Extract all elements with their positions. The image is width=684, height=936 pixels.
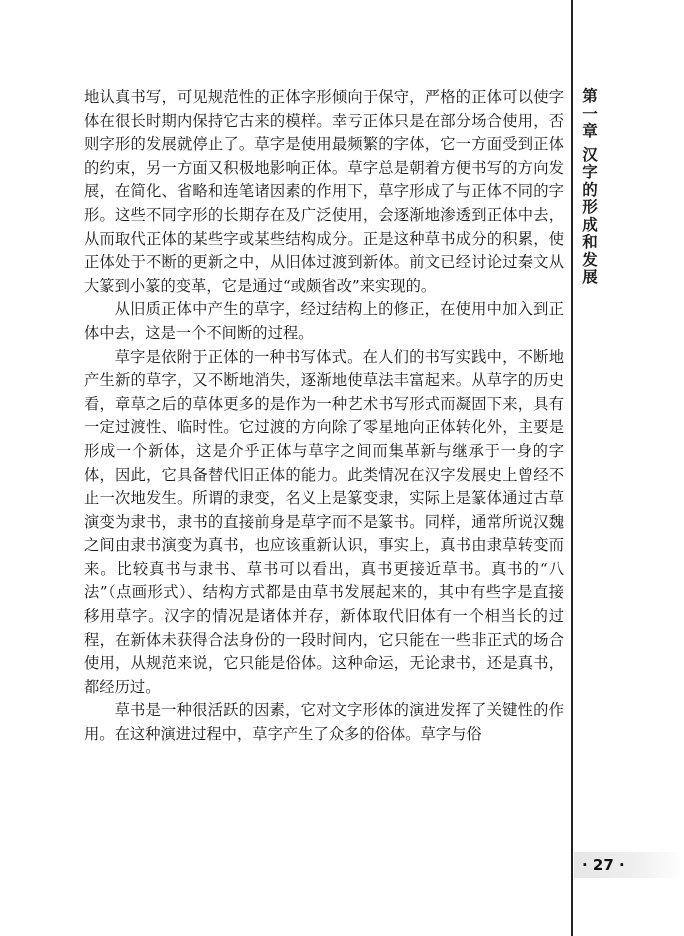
- paragraph-3: 草字是依附于正体的一种书写体式。在人们的书写实践中，不断地产生新的草字，又不断地消失，逐渐地使草法丰富起来。从草字的历史看，章草之后的草体更多的是作为一种艺术书写形式而凝固下来，具有一定过渡性、临时性。它过渡的方向除了零星地向正体转化外，主要是形成一个新体，这是介乎正体与草字之间而集革新与继承于一身的字体，因此，它具备替代旧正体的能力。此类情况在汉字发展史上曾经不止一次地发生。所谓的隶变，名义上是篆变隶，实际上是篆体通过古草演变为隶书，隶书的直接前身是草字而不是篆书。同样，通常所说汉魏之间由隶书演变为真书，也应该重新认识，事实上，真书由隶草转变而来。比较真书与隶书、草书可以看出，真书更接近草书。真书的“八法”（点画形式）、结构方式都是由草书发展起来的，其中有些字是直接移用草字。汉字的情况是诸体并存，新体取代旧体有一个相当长的过程，在新体未获得合法身份的一段时间内，它只能在一些非正式的场合使用，从规范来说，它只能是俗体。这种命运，无论隶书，还是真书，都经历过。: [84, 347, 564, 696]
- page-number: · 27 ·: [574, 852, 684, 878]
- paragraph-2: 从旧质正体中产生的草字，经过结构上的修正，在使用中加入到正体中去，这是一个不间断的过程。: [84, 300, 564, 342]
- chapter-number: 第一章: [582, 87, 598, 140]
- paragraph-4: 草书是一种很活跃的因素，它对文字形体的演进发挥了关键性的作用。在这种演进过程中，草字产生了众多的俗体。草字与俗: [84, 701, 564, 744]
- body-text: [84, 86, 564, 747]
- paragraph-1: 地认真书写，可见规范性的正体字形倾向于保守，严格的正体可以使字体在很长时期内保持它古来的模样。幸亏正体只是在部分场合使用，否则字形的发展就停止了。草字是使用最频繁的字体，它一方面受到正体的约束，另一方面又积极地影响正体。草字总是朝着方便书写的方向发展，在简化、省略和连笔诸因素的作用下，草字形成了与正体不同的字形。这些不同字形的长期存在及广泛使用，会逐渐地渗透到正体中去，从而取代正体的某些字或某些结构成分。正是这种草书成分的积累，使正体处于不断的更新之中，从旧体过渡到新体。前文已经讨论过秦文从大篆到小篆的变革，它是通过“或颇省改”来实现的。: [84, 88, 564, 295]
- chapter-title: 汉字的形成和发展: [582, 145, 598, 286]
- chapter-running-head: [578, 88, 602, 287]
- margin-rule: [571, 0, 573, 936]
